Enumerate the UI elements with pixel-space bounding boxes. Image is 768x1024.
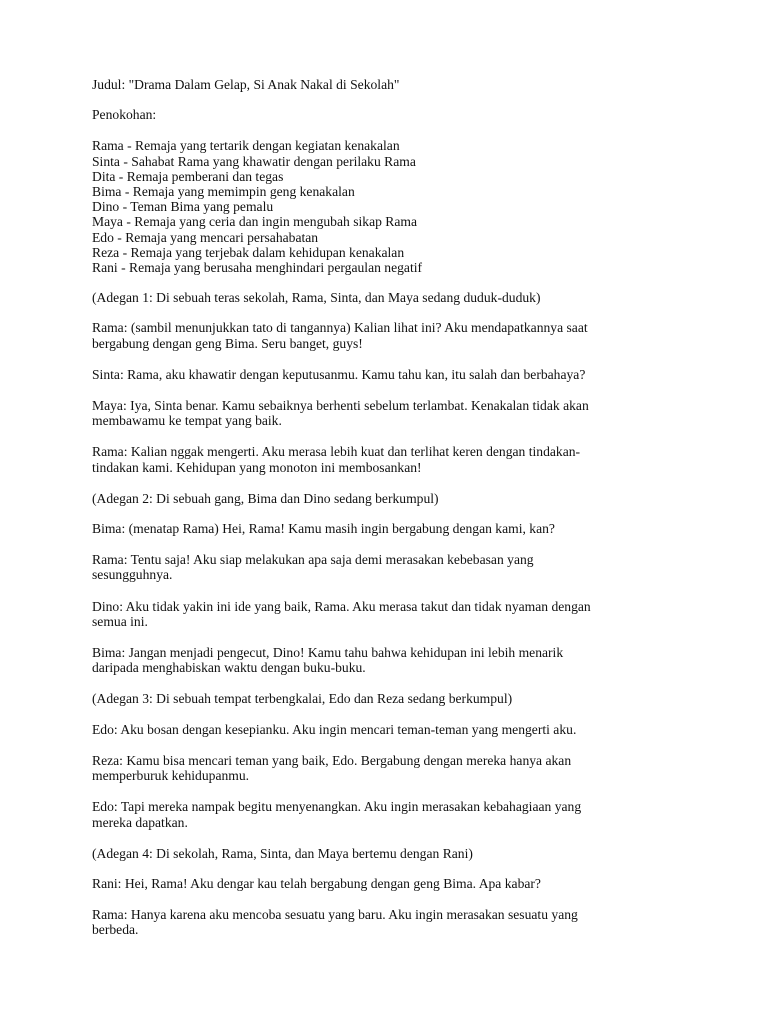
- dialogue-line: Rama: Hanya karena aku mencoba sesuatu yang baru. Aku ingin merasakan sesuatu yang: [92, 907, 578, 923]
- cast-item: Rama - Remaja yang tertarik dengan kegiatan kenakalan: [92, 138, 400, 154]
- dialogue-line: Rama: (sambil menunjukkan tato di tangannya) Kalian lihat ini? Aku mendapatkannya saat: [92, 320, 588, 336]
- scene-heading: (Adegan 3: Di sebuah tempat terbengkalai, Edo dan Reza sedang berkumpul): [92, 691, 513, 707]
- cast-item: Dita - Remaja pemberani dan tegas: [92, 168, 284, 184]
- dialogue: [92, 753, 678, 783]
- dialogue: [92, 398, 678, 428]
- cast-item: Reza - Remaja yang terjebak dalam kehidupan kenakalan: [92, 244, 405, 260]
- dialogue-line: semua ini.: [92, 613, 148, 629]
- dialogue: [92, 320, 678, 350]
- dialogue-line: Rama: Tentu saja! Aku siap melakukan apa saja demi merasakan kebebasan yang: [92, 552, 534, 568]
- dialogue-line: berbeda.: [92, 922, 139, 938]
- dialogue-line: Dino: Aku tidak yakin ini ide yang baik, Rama. Aku merasa takut dan tidak nyaman dengan: [92, 598, 591, 614]
- dialogue-line: Bima: Jangan menjadi pengecut, Dino! Kamu tahu bahwa kehidupan ini lebih menarik: [92, 645, 564, 661]
- dialogue-line: daripada menghabiskan waktu dengan buku-buku.: [92, 660, 366, 676]
- dialogue-line: Reza: Kamu bisa mencari teman yang baik, Edo. Bergabung dengan mereka hanya akan: [92, 752, 572, 768]
- dialogue-line: Rama: Kalian nggak mengerti. Aku merasa lebih kuat dan terlihat keren dengan tindakan-: [92, 444, 581, 460]
- dialogue-line: mereka dapatkan.: [92, 814, 188, 830]
- cast-item: Edo - Remaja yang mencari persahabatan: [92, 229, 319, 245]
- dialogue-line: Sinta: Rama, aku khawatir dengan keputusanmu. Kamu tahu kan, itu salah dan berbahaya?: [92, 366, 586, 382]
- dialogue-line: sesungguhnya.: [92, 567, 173, 583]
- scene-heading: (Adegan 1: Di sebuah teras sekolah, Rama, Sinta, dan Maya sedang duduk-duduk): [92, 290, 541, 306]
- dialogue-line: Rani: Hei, Rama! Aku dengar kau telah bergabung dengan geng Bima. Apa kabar?: [92, 875, 541, 891]
- cast-list: [92, 138, 678, 275]
- dialogue: [92, 907, 678, 937]
- cast-item: Sinta - Sahabat Rama yang khawatir dengan perilaku Rama: [92, 153, 416, 169]
- cast-item: Dino - Teman Bima yang pemalu: [92, 199, 274, 215]
- dialogue-line: Edo: Tapi mereka nampak begitu menyenangkan. Aku ingin merasakan kebahagiaan yang: [92, 799, 582, 815]
- cast-item: Bima - Remaja yang memimpin geng kenakalan: [92, 184, 355, 200]
- dialogue: [92, 521, 678, 536]
- dialogue-line: bergabung dengan geng Bima. Seru banget, guys!: [92, 335, 363, 351]
- dialogue: [92, 444, 678, 474]
- scene-heading: (Adegan 2: Di sebuah gang, Bima dan Dino sedang berkumpul): [92, 490, 439, 506]
- dialogue-line: Edo: Aku bosan dengan kesepianku. Aku ingin mencari teman-teman yang mengerti aku.: [92, 721, 577, 737]
- dialogue-line: membawamu ke tempat yang baik.: [92, 413, 282, 429]
- cast-heading: Penokohan:: [92, 107, 157, 123]
- dialogue: [92, 876, 678, 891]
- scene-heading: (Adegan 4: Di sekolah, Rama, Sinta, dan Maya bertemu dengan Rani): [92, 845, 473, 861]
- dialogue-line: Bima: (menatap Rama) Hei, Rama! Kamu masih ingin bergabung dengan kami, kan?: [92, 521, 555, 537]
- dialogue: [92, 552, 678, 582]
- script-title: Judul: "Drama Dalam Gelap, Si Anak Nakal di Sekolah": [92, 77, 400, 92]
- dialogue: [92, 367, 678, 382]
- cast-item: Maya - Remaja yang ceria dan ingin mengubah sikap Rama: [92, 214, 418, 230]
- dialogue-line: tindakan kami. Kehidupan yang monoton ini membosankan!: [92, 459, 422, 475]
- dialogue: [92, 599, 678, 629]
- dialogue-line: Maya: Iya, Sinta benar. Kamu sebaiknya berhenti sebelum terlambat. Kenakalan tidak akan: [92, 398, 589, 414]
- dialogue: [92, 645, 678, 675]
- dialogue-line: memperburuk kehidupanmu.: [92, 768, 250, 784]
- dialogue: [92, 722, 678, 737]
- cast-item: Rani - Remaja yang berusaha menghindari pergaulan negatif: [92, 260, 423, 276]
- dialogue: [92, 799, 678, 829]
